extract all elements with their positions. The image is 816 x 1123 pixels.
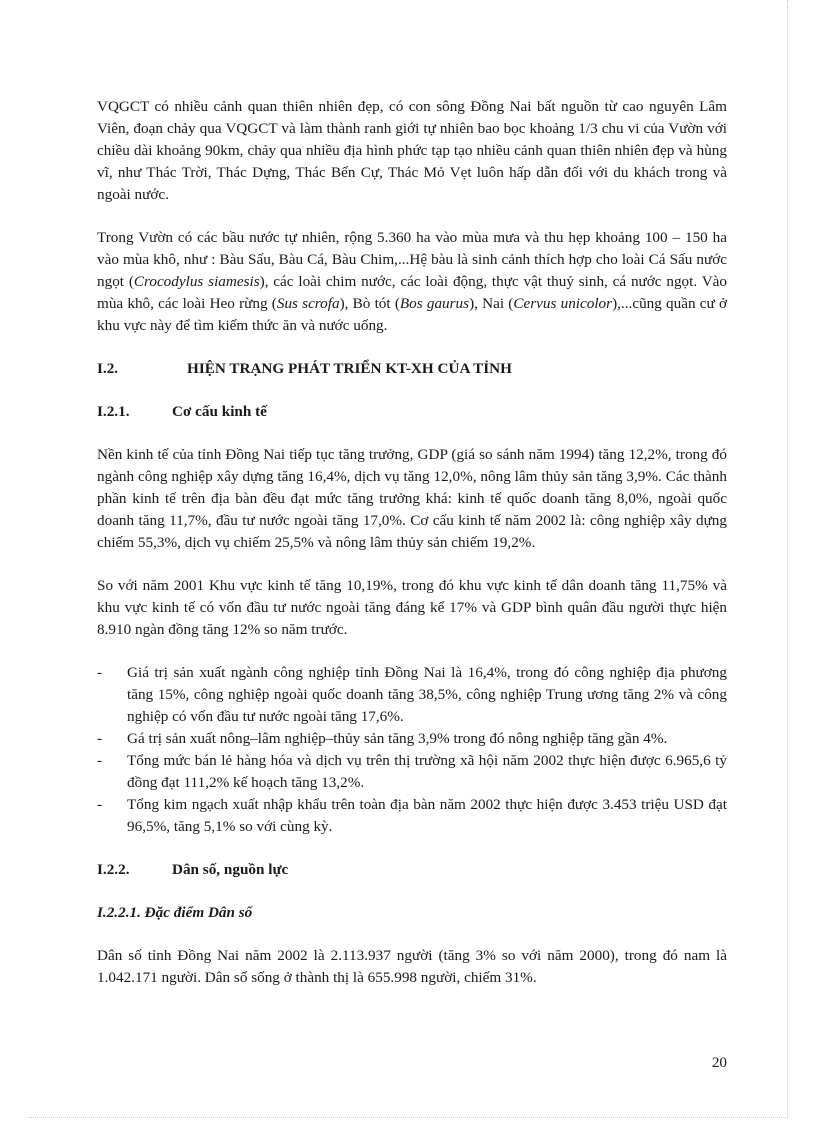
population-paragraph: Dân số tỉnh Đồng Nai năm 2002 là 2.113.937 người (tăng 3% so với năm 2000), trong đó nam là 1.042.171 người. Dân số sống ở thành thị là 655.998 người, chiếm 31%. — [97, 947, 727, 986]
section-number: I.2.1. — [97, 403, 130, 420]
section-heading-i21 — [97, 401, 727, 423]
dash-marker: - — [97, 730, 103, 747]
intro-paragraph-1: VQGCT có nhiều cảnh quan thiên nhiên đẹp, có con sông Đồng Nai bất nguồn từ cao nguyên Lâm Viên, đoạn chảy qua VQGCT và làm thành ranh giới tự nhiên bao bọc khoảng 1/3 chu vi của Vườn với chiều dài khoảng 90km, chảy qua nhiều địa hình phức tạp tạo nhiều cảnh quan thiên nhiên đẹp và hùng vĩ, như Thác Trời, Thác Dựng, Thác Bến Cự, Thác Mỏ Vẹt luôn hấp dẫn đối với du khách trong và ngoài nước. — [97, 98, 727, 203]
section-title: HIỆN TRẠNG PHÁT TRIỂN KT-XH CỦA TỈNH — [187, 360, 512, 377]
section-heading-i2 — [97, 358, 727, 380]
dash-marker: - — [97, 664, 103, 681]
text-run: ),...cũng quần cư ở khu vực này để tìm kiếm thức ăn và nước uống. — [97, 295, 728, 334]
list-item — [97, 662, 727, 728]
list-item — [97, 750, 727, 794]
economy-bullet-list — [97, 662, 727, 838]
section-number: I.2.2. — [97, 861, 130, 878]
section-number: I.2. — [97, 360, 119, 377]
section-title: Dân số, nguồn lực — [172, 861, 289, 878]
section-title: Cơ cấu kinh tế — [172, 403, 267, 420]
list-item — [97, 794, 727, 838]
text-run: ), Nai ( — [469, 295, 514, 312]
document-body — [97, 96, 727, 989]
economy-paragraph-1: Nền kinh tế của tỉnh Đồng Nai tiếp tục tăng trưởng, GDP (giá so sánh năm 1994) tăng 12,2%, trong đó ngành công nghiệp xây dựng tăng 16,4%, dịch vụ tăng 12,0%, nông lâm thủy sản tăng 3,9%. Các thành phần kinh tế trên địa bàn đều đạt mức tăng trưởng khá: kinh tế quốc doanh tăng 8,0%, ngoài quốc doanh tăng 11,7%, đầu tư nước ngoài tăng 17,0%. Cơ cấu kinh tế năm 2002 là: công nghiệp xây dựng chiếm 55,3%, dịch vụ chiếm 25,5% và nông lâm thủy sản chiếm 19,2%. — [97, 446, 727, 551]
list-item-text: Gá trị sản xuất nông–lâm nghiệp–thủy sản tăng 3,9% trong đó nông nghiệp tăng gần 4%. — [127, 730, 668, 747]
dash-marker: - — [97, 752, 103, 769]
species-name: Crocodylus siamesis — [133, 273, 260, 290]
dash-marker: - — [97, 796, 103, 813]
text-run: Trong Vườn có các bầu nước tự nhiên, rộng 5.360 ha vào mùa mưa và thu hẹp khoảng 100 – 150 ha vào mùa khô, như : Bàu Sấu, Bàu Cá, Bàu Chim,...Hệ bàu là sinh cảnh thích hợp cho loài Cá Sấu nước ngọt ( — [97, 229, 727, 290]
list-item-text: Giá trị sản xuất ngành công nghiệp tỉnh Đồng Nai là 16,4%, trong đó công nghiệp địa phương tăng 15%, công nghiệp ngoài quốc doanh tăng 38,5%, công nghiệp Trung ương tăng 2% và công nghiệp có vốn đầu tư nước ngoài tăng 17,6%. — [127, 664, 727, 725]
species-name: Cervus unicolor — [513, 295, 613, 312]
intro-paragraph-2 — [97, 227, 727, 337]
species-name: Sus scrofa — [276, 295, 340, 312]
species-name: Bos gaurus — [399, 295, 470, 312]
subsection-heading: I.2.2.1. Đặc điểm Dân số — [97, 904, 253, 921]
page-edge-bottom — [28, 1117, 788, 1118]
list-item-text: Tổng mức bán lẻ hàng hóa và dịch vụ trên thị trường xã hội năm 2002 thực hiện được 6.965,6 tỷ đồng đạt 111,2% kế hoạch tăng 13,2%. — [127, 752, 727, 791]
text-run: ), Bò tót ( — [339, 295, 400, 312]
economy-paragraph-2: So với năm 2001 Khu vực kinh tế tăng 10,19%, trong đó khu vực kinh tế dân doanh tăng 11,75% và khu vực kinh tế có vốn đầu tư nước ngoài tăng đáng kể 17% và GDP bình quân đầu người thực hiện 8.910 ngàn đồng tăng 12% so năm trước. — [97, 577, 727, 638]
list-item-text: Tổng kim ngạch xuất nhập khẩu trên toàn địa bàn năm 2002 thực hiện được 3.453 triệu USD đạt 96,5%, tăng 5,1% so với cùng kỳ. — [127, 796, 727, 835]
text-run: ), các loài chim nước, các loài động, thực vật thuỷ sinh, cá nước ngọt. Vào mùa khô, các loài Heo rừng ( — [97, 273, 727, 312]
list-item — [97, 728, 727, 750]
page-edge-right — [787, 0, 788, 1118]
page-number: 20 — [711, 1054, 727, 1071]
section-heading-i22 — [97, 859, 727, 881]
